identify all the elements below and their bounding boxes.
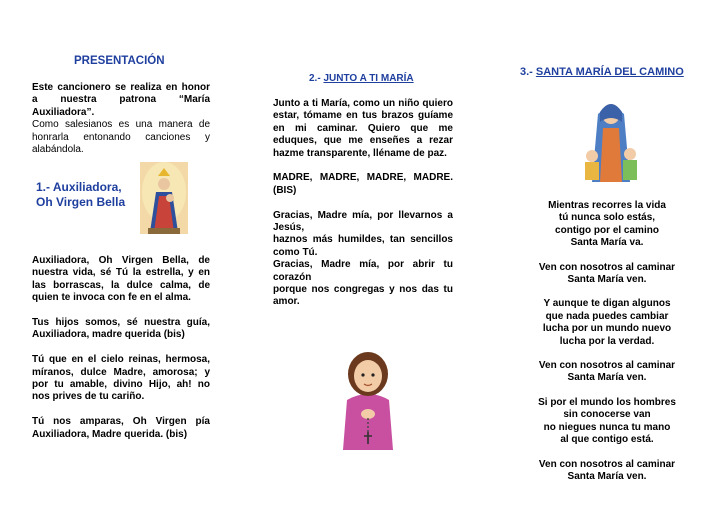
song3-chorus <box>528 360 686 385</box>
mary-with-children-image <box>570 92 652 184</box>
song3-line: lucha por un mundo nuevo <box>542 323 672 335</box>
song3-chorus <box>528 262 686 287</box>
song1-stanza: Tus hijos somos, sé nuestra guía, Auxiliadora, madre querida (bis) <box>32 317 210 341</box>
song2-verse2-line: Gracias, Madre mía, por llevarnos a Jesús, <box>273 209 453 234</box>
intro-text <box>32 82 210 156</box>
song3-title-text: SANTA MARÍA DEL CAMINO <box>535 66 684 78</box>
song3-number: 3.- <box>520 66 536 78</box>
song1-title-line2: Oh Virgen Bella <box>36 195 126 209</box>
song3-line: contigo por el camino <box>555 224 659 236</box>
song3-stanza <box>528 200 686 250</box>
song2-title-text: JUNTO A TI MARÍA <box>323 73 414 84</box>
song2-verse2-line: haznos más humildes, tan sencillos como Tú. <box>273 234 453 258</box>
song3-line: Ven con nosotros al caminar <box>538 360 676 372</box>
song3-line: Ven con nosotros al caminar <box>538 458 676 470</box>
song3-stanza <box>528 298 686 348</box>
song3-line: tú nunca solo estás, <box>558 212 656 224</box>
song3-line: Ven con nosotros al caminar <box>538 261 676 273</box>
praying-girl-image <box>329 340 407 450</box>
song3-line: no niegues nunca tu mano <box>543 421 671 433</box>
song3-line: Y aunque te digan algunos <box>543 298 671 310</box>
song1-stanza: Tú nos amparas, Oh Virgen pía Auxiliadora, Madre querida. (bis) <box>32 416 210 440</box>
intro-normal: Como salesianos es una manera de honrarla entonando canciones y alabándola. <box>32 119 210 156</box>
song3-line: Santa María ven. <box>567 372 647 384</box>
song2-lyrics <box>273 98 453 309</box>
maria-auxiliadora-image <box>140 162 188 234</box>
song3-line: Santa María ven. <box>567 274 647 286</box>
song2-chorus: MADRE, MADRE, MADRE, MADRE. (BIS) <box>273 172 453 196</box>
song3-line: al que contigo está. <box>560 434 654 446</box>
song1-stanza: Auxiliadora, Oh Virgen Bella, de nuestra vida, sé Tú la estrella, y en las borrascas, la dulce calma, de quien te invoca con fe en el alma. <box>32 255 210 304</box>
song2-verse2 <box>273 210 453 309</box>
song3-line: lucha por la verdad. <box>559 335 655 347</box>
song2-verse2-line: Gracias, Madre mía, por abrir tu corazón <box>273 259 453 283</box>
song1-title <box>36 180 125 210</box>
song3-line: Santa María va. <box>570 237 644 249</box>
song3-chorus <box>528 459 686 484</box>
song2-verse1: Junto a ti María, como un niño quiero estar, tómame en tus brazos guíame en mi caminar. Quiero que me eduques, que me enseñes a rezar hazme transparente, lléname de paz. <box>273 98 453 159</box>
song3-line: Mientras recorres la vida <box>548 200 666 211</box>
song1-lyrics <box>32 255 210 453</box>
song3-line: que nada puedes cambiar <box>545 310 669 322</box>
song3-line: Santa María ven. <box>567 470 647 482</box>
song2-verse2-line: porque nos congregas y nos das tu amor. <box>273 284 453 308</box>
song2-number: 2.- <box>309 73 324 84</box>
song1-stanza: Tú que en el cielo reinas, hermosa, míranos, dulce Madre, amorosa; y por tu amable, divino Hijo, ah! no nos prives de tu cariño. <box>32 354 210 403</box>
intro-bold: Este cancionero se realiza en honor a nuestra patrona “María Auxiliadora”. <box>32 82 210 118</box>
song3-stanza <box>528 397 686 447</box>
song3-line: sin conocerse van <box>563 409 651 421</box>
song1-title-line1: 1.- Auxiliadora, <box>36 180 122 194</box>
song3-line: Si por el mundo los hombres <box>538 396 676 408</box>
presentacion-title: PRESENTACIÓN <box>74 55 165 67</box>
song2-title <box>309 73 414 84</box>
song3-lyrics <box>528 200 686 495</box>
song3-title <box>520 66 684 78</box>
